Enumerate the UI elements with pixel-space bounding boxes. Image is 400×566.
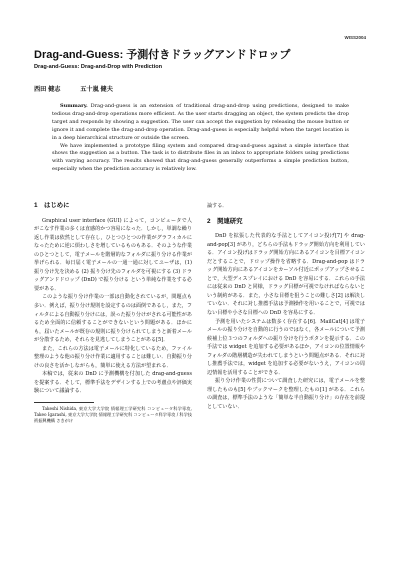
body-paragraph: 論する． [207,203,228,209]
abstract-paragraph: We have implemented a prototype filing system and compared drag-and-guess against a simple interface that shows the suggestion as a button. The task is to distribute files in an inbox to appropriate folders using predictions with varying accuracy. The results showed that drag-and-guess generally outperforms a simple prediction button, especially when the prediction accuracy is relatively low. [52,142,349,173]
author-name: 五十嵐 健夫 [80,86,113,93]
left-column [34,202,192,425]
abstract-text: Drag-and-guess is an extension of traditional drag-and-drop using predictions, designed to make tedious drag-and-drop operations more efficient. As the user starts dragging an object, the system predicts the drop target and responds by showing a suggestion. The user can accept the suggestion by releasing the mouse button or ignore it and complete the drag-and-drop operation. Drag-and-guess is especially helpful when the target location is in a deep hierarchical structure or outside the screen. [52,103,349,141]
abstract [52,103,349,174]
body-paragraph: このような振り分け作業の一部は自動化されているが，問題点も多い．例えば，振り分け規則を設定するのは面倒であるし，また，フィルタによる自動振り分けには，誤った振り分けがされる可能性があるため全面的に信頼することができないという問題がある．ほかにも，届いたメールが既存の規則に振り分けられてしまうと新着メールが分散するため，それらを見逃してしまうことがある[5]． [34,294,192,344]
author-name: 西田 健志 [34,86,61,93]
paper-title: Drag-and-Guess: 予測付きドラッグアンドドロップ [34,49,291,61]
abstract-label: Summary. [60,103,88,109]
body-paragraph: 予測を用いたシステムは数多く存在する[6]．MailCat[4] は電子メールの振り分けを自動的に行うのではなく，各メールについて予測候補上位３つのフォルダへの振り分けを行うボタンを提示する．この手法では widget を追加する必要があるほか，アイコンの位置情報やフォルダの階層構造が失われてしまうという問題点がある．それに対し推薦手法では，widget を追加する必要がないうえ，アイコンの周辺情報を活用することができる． [207,318,365,376]
conference-label: WISS2004 [344,35,366,40]
footnote-rule [34,402,94,403]
footnote: Takeshi Nishida, 東京大学大学院 情報理工学研究科 コンピュータ科学専攻, Takeo Igarashi, 東京大学大学院 情報理工学研究科 コンピュータ科学専攻 / 科学技術振興機構 さきがけ [34,406,192,424]
body-paragraph: DnD を拡張した代表的な手法としてアイコン投げ[7] や drag-and-pop[3] があり，どちらの手法もドラッグ開始方向を利用している．アイコン投げはドラッグ開始方向にあるアイコンを目標アイコンだとすることで，ドロップ操作を省略する．Drag-and-pop はドラッグ開始方向にあるアイコンをカーソル付近にポップアップさせることで，大型ディスプレイにおける DnD を容易にする．これらの手法には従来の DnD と同様，ドラッグ目標が可視でなければならないという制約がある．また，小さな目標を狙うことの難しさ[2] は解決していない．それに対し推薦手法は予測操作を用いることで，可視ではない目標や小さな目標への DnD を容易にする． [207,233,365,317]
body-paragraph: 振り分け作業の性質について調査した研究には，電子メールを整理したものも[5] やブックマークを整理したもの[1] がある．これらの調査は，標準手法のような「簡単な半自動振り分け」の存在を前提としていない． [207,378,365,411]
right-column [207,202,365,412]
body-paragraph: 本稿では，従来の DnD に予測機構を付加した drag-and-guess を提案する．そして，標準手法をデザインする上での考慮点や評価実験について議論する． [34,371,192,395]
section-heading: 1 はじめに [34,202,70,209]
paper-subtitle: Drag-and-Guess: Drag-and-Drop with Prediction [34,64,163,70]
body-paragraph: また，これらの方法は電子メールに特化しているため，ファイル整理のような他の振り分け作業に適用することは難しい．自動振り分けの良さを活かしながらも，簡単に使える方法が望まれる． [34,345,192,369]
author-list [34,84,131,93]
body-paragraph: Graphical user interface (GUI) によって，コンピュータで人がこなす作業の多くは直感的かつ容易になった．しかし，単調な繰り返し作業は依然として存在し，ひとつひとつの作業がグラフィカルになったために逆に煩わしさを増しているものもある．そのような作業のひとつとして，電子メールを階層的なフォルダに振り分ける作業が挙げられる．毎日届く電子メールの一通一通に対してユーザは，(1) 振り分け先を決める (2) 振り分け先のフォルダを可視にする (3) ドラッグアンドドロップ (DnD) で振り分ける という単純な作業をする必要がある． [34,217,192,292]
abstract-paragraph [52,103,349,143]
section-heading: 2 関連研究 [207,217,243,225]
